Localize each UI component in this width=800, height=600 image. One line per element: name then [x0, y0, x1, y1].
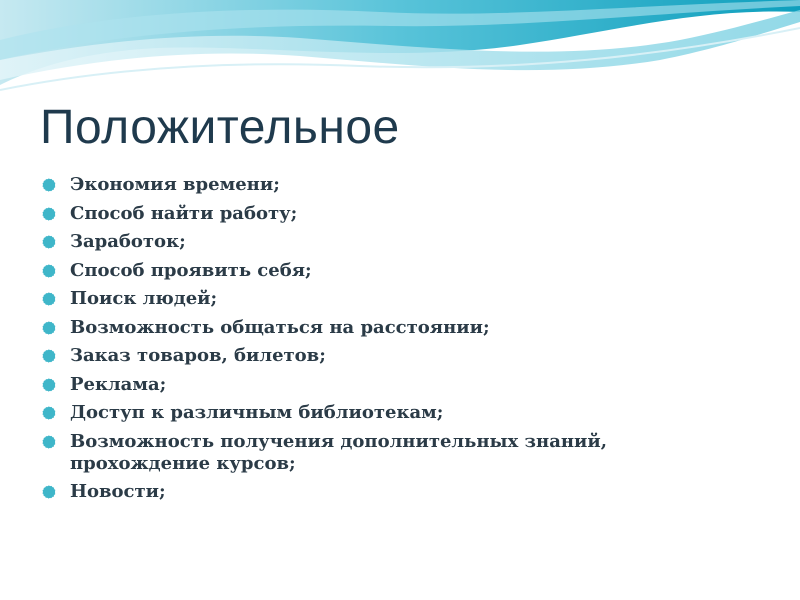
list-item	[42, 478, 742, 507]
bullet-icon	[42, 378, 56, 392]
bullet-icon	[42, 292, 56, 306]
bullet-icon	[42, 207, 56, 221]
list-item	[42, 285, 742, 314]
list-item	[42, 371, 742, 400]
list-item	[42, 200, 742, 229]
bullet-icon	[42, 264, 56, 278]
list-item-text: Возможность общаться на расстоянии;	[70, 316, 490, 338]
bullet-icon	[42, 235, 56, 249]
list-item-text: Реклама;	[70, 373, 167, 395]
list-item	[42, 428, 742, 479]
list-item	[42, 342, 742, 371]
list-item	[42, 257, 742, 286]
bullet-icon	[42, 321, 56, 335]
list-item-text: Способ найти работу;	[70, 202, 298, 224]
list-item-text: Поиск людей;	[70, 288, 218, 309]
bullet-icon	[42, 406, 56, 420]
list-item-text: Заказ товаров, билетов;	[70, 345, 326, 366]
wave-header-decoration	[0, 0, 800, 100]
bullet-list	[42, 171, 742, 507]
list-item	[42, 228, 742, 257]
slide-title: Положительное	[40, 101, 400, 154]
list-item-text: Способ проявить себя;	[70, 259, 312, 281]
list-item-text: Доступ к различным библиотекам;	[70, 402, 444, 423]
list-item-text: Заработок;	[70, 231, 186, 252]
bullet-icon	[42, 349, 56, 363]
bullet-icon	[42, 435, 56, 449]
list-item-text: Экономия времени;	[70, 174, 280, 195]
bullet-icon	[42, 178, 56, 192]
list-item	[42, 399, 742, 428]
list-item	[42, 171, 742, 200]
list-item	[42, 314, 742, 343]
list-item-text: Возможность получения дополнительных знаний, прохождение курсов;	[70, 430, 608, 474]
bullet-icon	[42, 485, 56, 499]
list-item-text: Новости;	[70, 481, 166, 502]
